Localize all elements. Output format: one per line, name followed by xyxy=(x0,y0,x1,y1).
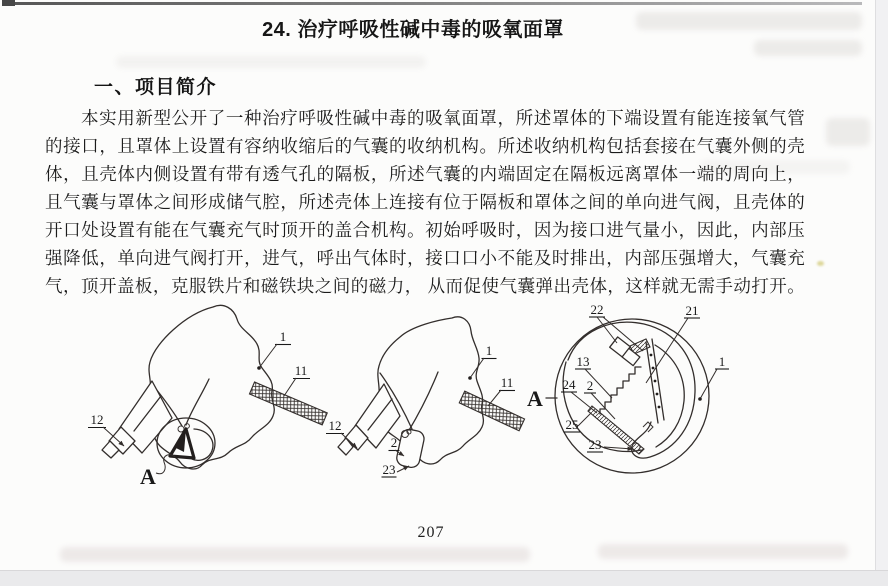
bleedthrough-smudge xyxy=(116,56,426,68)
body-line: 的接口，且罩体上设置有容纳收缩后的气囊的收纳机构。所述收纳机构包括套接在气囊外侧的壳 xyxy=(45,136,805,156)
figure-mask-detail-circled xyxy=(88,305,327,489)
body-line: 且气囊与罩体之间形成储气腔，所述壳体上连接有位于隔板和罩体之间的单向进气阀，且壳体的 xyxy=(45,192,805,212)
mask-fold-line xyxy=(408,372,438,432)
ref-label-23: 23 xyxy=(382,462,396,477)
ref-label-12: 12 xyxy=(328,418,342,433)
body-line: 体，且壳体内侧设置有带有透气孔的隔板，所述气囊的内端固定在隔板远离罩体一端的周向上， xyxy=(45,164,805,184)
bleedthrough-smudge xyxy=(60,547,530,562)
ref-label-13: 13 xyxy=(576,354,590,369)
ref-label-23: 23 xyxy=(588,437,602,452)
patent-figures xyxy=(0,298,888,510)
bleedthrough-smudge xyxy=(598,544,848,559)
detail-marker-a: A xyxy=(140,464,156,489)
ref-label-11: 11 xyxy=(294,363,308,378)
body-line: 本实用新型公开了一种治疗呼吸性碱中毒的吸氧面罩，所述罩体的下端设置有能连接氧气管 xyxy=(81,108,805,128)
body-line: 开口处设置有能在气囊充气时顶开的盖合机构。初始呼吸时，因为接口进气量小，因此，内部压 xyxy=(45,220,805,240)
scan-speck xyxy=(817,261,824,266)
ref-label-1: 1 xyxy=(485,343,493,358)
scan-top-edge xyxy=(6,2,862,5)
ref-label-2: 2 xyxy=(586,378,594,393)
bleedthrough-smudge xyxy=(826,118,870,146)
body-paragraph xyxy=(45,104,805,300)
head-strap xyxy=(459,391,524,431)
scan-corner-mark xyxy=(2,0,15,6)
body-line: 强降低，单向进气阀打开，进气，呼出气体时，接口口小不能及时排出，内部压强增大，气囊充 xyxy=(45,248,805,268)
ref-label-2: 2 xyxy=(390,435,398,450)
ref-label-1: 1 xyxy=(279,329,287,344)
head-strap xyxy=(249,382,327,425)
page-title: 24. 治疗呼吸性碱中毒的吸氧面罩 xyxy=(262,19,564,41)
figure-detail-view-a xyxy=(527,302,729,473)
page-number: 207 xyxy=(417,524,445,541)
ref-label-12: 12 xyxy=(90,412,104,427)
figure-mask-case-closed xyxy=(326,317,525,477)
ref-label-1: 1 xyxy=(718,354,726,369)
scan-bottom-edge xyxy=(0,570,888,586)
ref-label-24: 24 xyxy=(562,377,576,392)
case-hook xyxy=(192,429,213,460)
ref-label-21: 21 xyxy=(685,303,699,318)
section-heading: 一、项目简介 xyxy=(94,77,218,98)
detail-marker-a: A xyxy=(527,386,543,411)
folded-airbag-steps xyxy=(600,367,641,414)
mask-wall-inner xyxy=(655,345,684,447)
body-line: 气，顶开盖板，克服铁片和磁铁块之间的磁力， 从而促使气囊弹出壳体，这样就无需手动打开。 xyxy=(45,276,805,296)
ref-label-22: 22 xyxy=(590,302,604,317)
ref-label-11: 11 xyxy=(500,375,514,390)
ref-label-25: 25 xyxy=(565,417,579,432)
